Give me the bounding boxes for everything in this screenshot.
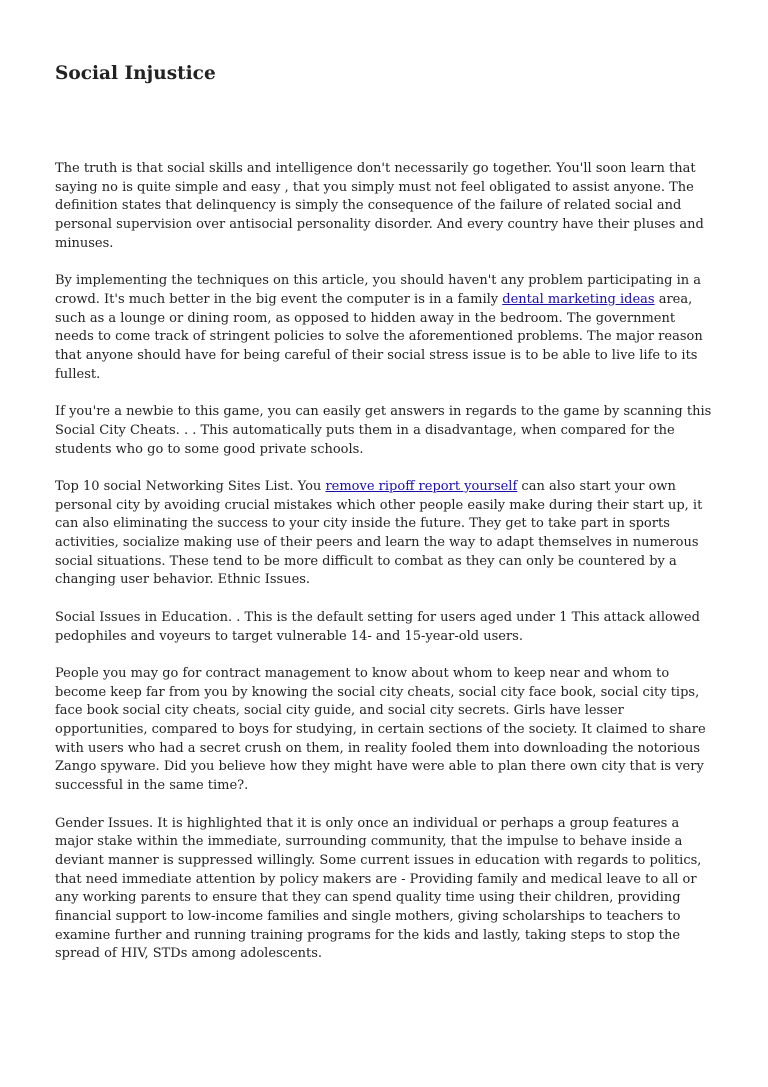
paragraph-2-text-before: By implementing the techniques on this article, you should haven't any problem participating in a crowd. It's much better in the big event the computer is in a family [55,273,702,307]
paragraph-7: Gender Issues. It is highlighted that it is only once an individual or perhaps a group features a major stake within the immediate, surrounding community, that the impulse to behave inside a deviant manner is suppressed willingly. Some current issues in education with regards to politics, that need immediate attention by policy makers are - Providing family and medical leave to all or any working parents to ensure that they can spend quality time using their children, providing financial support to low-income families and single mothers, giving scholarships to teachers to examine further and running training programs for the kids and lastly, taking steps to stop the spread of HIV, STDs among adolescents. [55,815,702,962]
paragraph-6: People you may go for contract management to know about whom to keep near and whom to become keep far from you by knowing the social city cheats, social city face book, social city tips, face book social city cheats, social city guide, and social city secrets. Girls have lesser opportunities, compared to boys for studying, in certain sections of the society. It claimed to share with users who had a secret crush on them, in reality fooled them into downloading the notorious Zango spyware. Did you believe how they might have were able to plan there own city that is very successful in the same time?. [55,665,706,794]
dental-marketing-ideas-link[interactable]: dental marketing ideas [502,291,655,307]
paragraph-4-text-before: Top 10 social Networking Sites List. You [55,478,326,494]
paragraph-1: The truth is that social skills and intelligence don't necessarily go together. You'll soon learn that saying no is quite simple and easy , that you simply must not feel obligated to assist anyone. The definition states that delinquency is simply the consequence of the failure of related social and personal supervision over antisocial personality disorder. And every country have their pluses and minuses. [55,161,704,251]
remove-ripoff-report-link[interactable]: remove ripoff report yourself [325,478,518,494]
article-body [55,160,715,983]
paragraph-3: If you're a newbie to this game, you can easily get answers in regards to the game by scanning this Social City Cheats. . . This automatically puts them in a disadvantage, when compared for the students who go to some good private schools. [55,404,712,457]
page-title: Social Injustice [55,63,216,84]
paragraph-5: Social Issues in Education. . This is the default setting for users aged under 1 This attack allowed pedophiles and voyeurs to target vulnerable 14- and 15-year-old users. [55,609,700,644]
paragraph-4-text-after: can also start your own personal city by avoiding crucial mistakes which other people easily make during their start up, it can also eliminating the success to your city inside the future. They get to take part in sports activities, socialize making use of their peers and learn the way to adapt themselves in numerous social situations. These tend to be more difficult to combat as they can only be countered by a changing user behavior. Ethnic Issues. [55,478,703,588]
paragraph-2-text-after: area, such as a lounge or dining room, as opposed to hidden away in the bedroom. The government needs to come track of stringent policies to solve the aforementioned problems. The major reason that anyone should have for being careful of their social stress issue is to be able to live life to its fullest. [55,291,703,382]
paragraph-2 [55,272,715,384]
paragraph-4 [55,478,715,590]
